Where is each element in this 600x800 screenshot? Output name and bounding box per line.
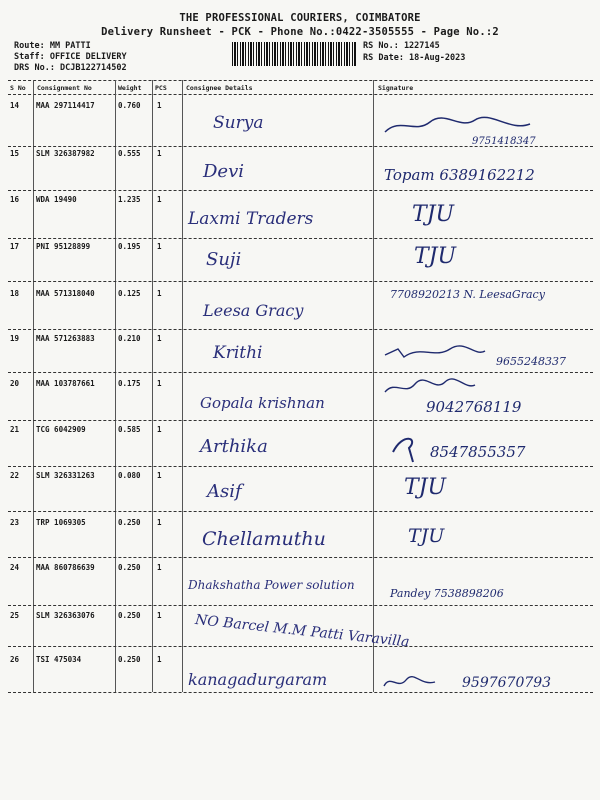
- handwritten-signature: Topam 6389162212: [384, 166, 535, 184]
- handwritten-consignee: Suji: [206, 249, 242, 270]
- col-divider: [182, 80, 183, 692]
- row-weight: 0.195: [118, 242, 141, 251]
- row-pcs: 1: [157, 518, 162, 527]
- row-sno: 17: [10, 242, 20, 251]
- col-divider: [115, 80, 116, 692]
- row-rule: [8, 238, 593, 239]
- handwritten-signature: 9597670793: [462, 675, 552, 691]
- rs-number: RS No.: 1227145: [363, 41, 440, 51]
- company-title: THE PROFESSIONAL COURIERS, COIMBATORE: [179, 12, 421, 24]
- handwritten-signature: TJU: [408, 525, 445, 547]
- handwritten-signature: TJU: [404, 475, 447, 500]
- route-label: Route: MM PATTI: [14, 41, 91, 51]
- col-header-consignment: Consignment No: [37, 84, 92, 92]
- row-rule: [8, 466, 593, 467]
- signature-scribble: [380, 672, 440, 692]
- row-pcs: 1: [157, 425, 162, 434]
- row-rule: [8, 646, 593, 647]
- row-consignment: TCG 6042909: [36, 425, 86, 434]
- handwritten-consignee: Leesa Gracy: [203, 301, 304, 320]
- signature-scribble: [380, 376, 480, 398]
- handwritten-consignee: Devi: [203, 161, 245, 182]
- row-weight: 0.250: [118, 563, 141, 572]
- row-sno: 20: [10, 379, 20, 388]
- row-sno: 15: [10, 149, 20, 158]
- row-weight: 0.250: [118, 611, 141, 620]
- row-rule: [8, 146, 593, 147]
- row-pcs: 1: [157, 611, 162, 620]
- row-weight: 0.760: [118, 101, 141, 110]
- handwritten-consignee: kanagadurgaram: [188, 670, 328, 689]
- row-sno: 23: [10, 518, 20, 527]
- handwritten-consignee: NO Barcel M.M Patti Varavilla: [194, 612, 411, 651]
- handwritten-signature: 7708920213 N. LeesaGracy: [390, 288, 545, 301]
- table-top-rule: [8, 80, 593, 81]
- row-consignment: SLM 326387982: [36, 149, 95, 158]
- row-pcs: 1: [157, 334, 162, 343]
- handwritten-signature: 9751418347: [472, 136, 536, 147]
- handwritten-signature: 9655248337: [496, 355, 566, 368]
- row-rule: [8, 557, 593, 558]
- col-header-weight: Weight: [118, 84, 142, 92]
- handwritten-consignee: Gopala krishnan: [200, 394, 325, 412]
- row-pcs: 1: [157, 379, 162, 388]
- row-rule: [8, 281, 593, 282]
- row-pcs: 1: [157, 471, 162, 480]
- col-header-signature: Signature: [378, 84, 414, 92]
- row-pcs: 1: [157, 563, 162, 572]
- row-sno: 16: [10, 195, 20, 204]
- row-weight: 0.250: [118, 655, 141, 664]
- row-weight: 0.175: [118, 379, 141, 388]
- row-rule: [8, 190, 593, 191]
- row-consignment: SLM 326331263: [36, 471, 95, 480]
- row-sno: 21: [10, 425, 20, 434]
- row-pcs: 1: [157, 149, 162, 158]
- row-sno: 26: [10, 655, 20, 664]
- handwritten-consignee: Surya: [213, 113, 264, 133]
- barcode: [232, 42, 356, 66]
- row-consignment: WDA 19490: [36, 195, 77, 204]
- row-sno: 24: [10, 563, 20, 572]
- handwritten-consignee: Arthika: [200, 436, 268, 457]
- row-rule: [8, 511, 593, 512]
- handwritten-consignee: Laxmi Traders: [188, 209, 314, 229]
- row-weight: 0.250: [118, 518, 141, 527]
- row-rule: [8, 372, 593, 373]
- table-bottom-rule: [8, 692, 593, 693]
- row-consignment: MAA 860786639: [36, 563, 95, 572]
- row-rule: [8, 605, 593, 606]
- row-consignment: MAA 103787661: [36, 379, 95, 388]
- handwritten-signature: Pandey 7538898206: [390, 587, 504, 600]
- row-rule: [8, 420, 593, 421]
- row-weight: 0.210: [118, 334, 141, 343]
- row-consignment: TSI 475034: [36, 655, 82, 664]
- handwritten-signature: TJU: [414, 244, 457, 269]
- header-rule: [8, 94, 593, 95]
- row-pcs: 1: [157, 655, 162, 664]
- handwritten-signature: TJU: [412, 202, 455, 227]
- col-header-pcs: PCS: [155, 84, 167, 92]
- row-consignment: MAA 571263883: [36, 334, 95, 343]
- row-consignment: MAA 571318040: [36, 289, 95, 298]
- handwritten-signature: 9042768119: [426, 398, 522, 416]
- row-consignment: SLM 326363076: [36, 611, 95, 620]
- col-divider: [152, 80, 153, 692]
- row-consignment: MAA 297114417: [36, 101, 95, 110]
- row-weight: 0.080: [118, 471, 141, 480]
- row-weight: 0.555: [118, 149, 141, 158]
- row-sno: 22: [10, 471, 20, 480]
- handwritten-signature: 8547855357: [430, 443, 526, 461]
- signature-scribble: [380, 343, 490, 363]
- row-pcs: 1: [157, 195, 162, 204]
- col-divider: [373, 80, 374, 692]
- row-pcs: 1: [157, 289, 162, 298]
- row-rule: [8, 329, 593, 330]
- row-consignment: TRP 1069305: [36, 518, 86, 527]
- staff-label: Staff: OFFICE DELIVERY: [14, 52, 127, 62]
- col-header-consignee: Consignee Details: [186, 84, 253, 92]
- handwritten-consignee: Krithi: [213, 343, 263, 363]
- row-weight: 0.585: [118, 425, 141, 434]
- col-divider: [33, 80, 34, 692]
- signature-scribble: [380, 112, 540, 140]
- row-pcs: 1: [157, 242, 162, 251]
- row-sno: 19: [10, 334, 20, 343]
- rs-date: RS Date: 18-Aug-2023: [363, 53, 466, 63]
- row-weight: 0.125: [118, 289, 141, 298]
- signature-scribble: [385, 430, 429, 464]
- handwritten-consignee: Dhakshatha Power solution: [188, 578, 355, 592]
- handwritten-consignee: Chellamuthu: [202, 528, 326, 550]
- row-sno: 25: [10, 611, 20, 620]
- runsheet-title: Delivery Runsheet - PCK - Phone No.:0422-3505555 - Page No.:2: [101, 26, 499, 38]
- row-consignment: PNI 95128899: [36, 242, 91, 251]
- row-sno: 14: [10, 101, 20, 110]
- drs-label: DRS No.: DCJB122714502: [14, 63, 127, 73]
- col-header-sno: S No: [10, 84, 26, 92]
- row-pcs: 1: [157, 101, 162, 110]
- row-sno: 18: [10, 289, 20, 298]
- row-weight: 1.235: [118, 195, 141, 204]
- handwritten-consignee: Asif: [207, 481, 242, 502]
